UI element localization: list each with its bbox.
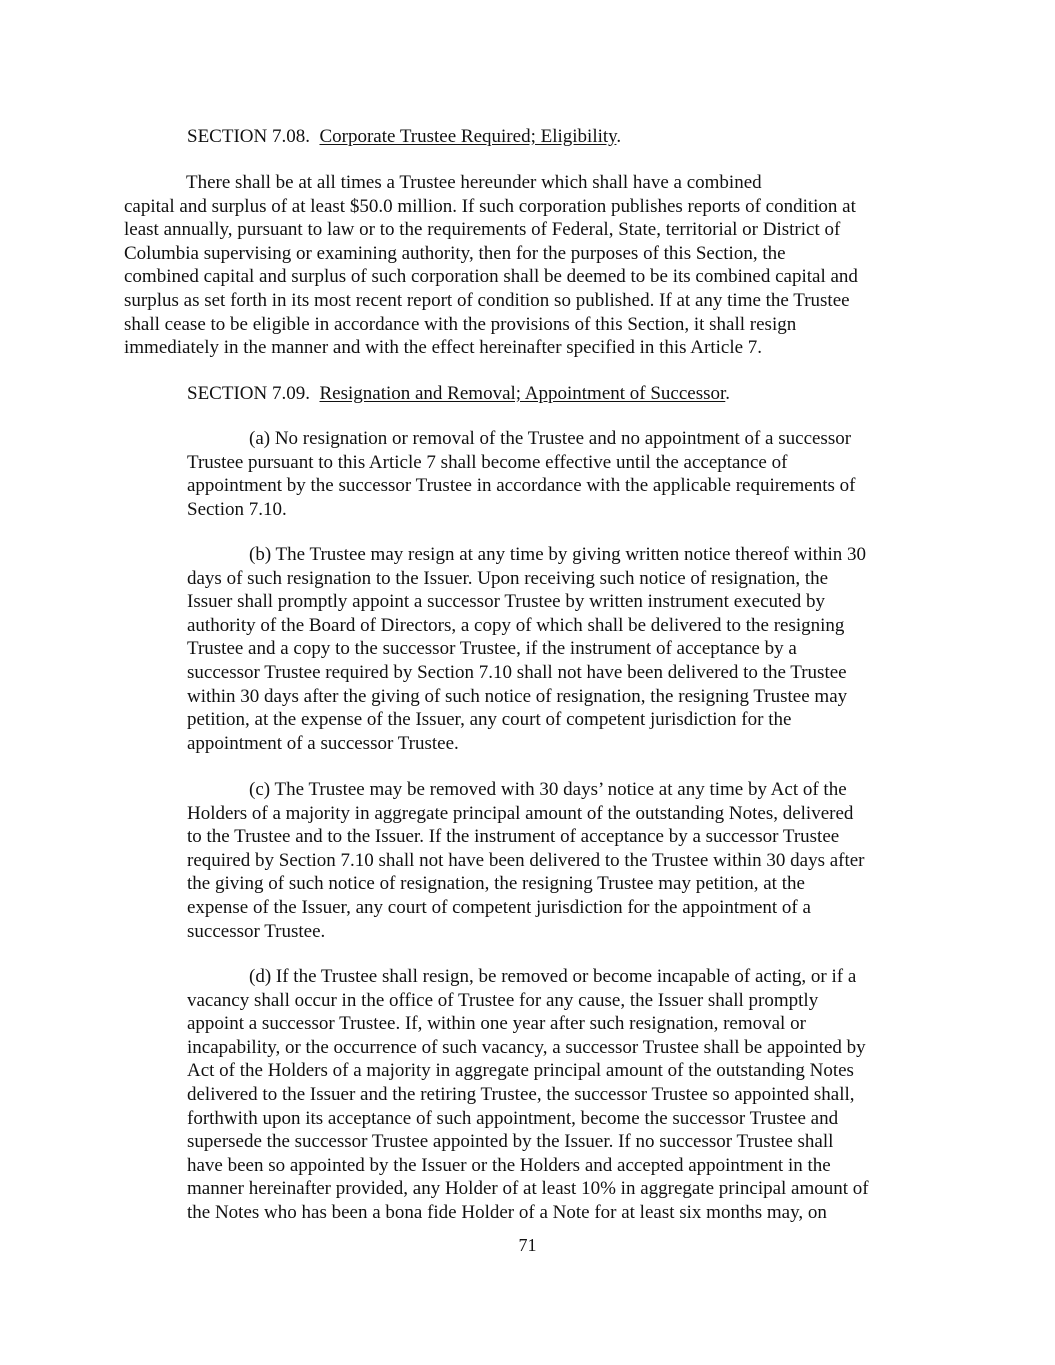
paragraph-line: There shall be at all times a Trustee hereunder which shall have a combined — [186, 172, 762, 193]
paragraph-line: (d) If the Trustee shall resign, be removed or become incapable of acting, or if a — [249, 966, 857, 987]
paragraph-line: shall cease to be eligible in accordance with the provisions of this Section, it shall resign — [124, 313, 797, 335]
section-7-08-paragraph — [124, 171, 924, 360]
paragraph-line: surplus as set forth in its most recent report of condition so published. If at any time the Trustee — [124, 289, 850, 311]
section-7-09-paragraph-c — [187, 778, 927, 943]
paragraph-line: petition, at the expense of the Issuer, any court of competent jurisdiction for the — [187, 709, 792, 731]
paragraph-line: least annually, pursuant to law or to the requirements of Federal, State, territorial or District of — [124, 219, 841, 241]
paragraph-line: manner hereinafter provided, any Holder of at least 10% in aggregate principal amount of — [187, 1178, 869, 1200]
section-7-08-title: Corporate Trustee Required; Eligibility — [319, 126, 617, 147]
paragraph-line: Act of the Holders of a majority in aggregate principal amount of the outstanding Notes — [187, 1060, 854, 1082]
section-7-09-paragraph-d — [187, 965, 932, 1225]
paragraph-line: authority of the Board of Directors, a copy of which shall be delivered to the resigning — [187, 614, 845, 636]
paragraph-line: Columbia supervising or examining authority, then for the purposes of this Section, the — [124, 242, 786, 264]
section-7-09-paragraph-b — [187, 543, 927, 755]
paragraph-line: combined capital and surplus of such corporation shall be deemed to be its combined capital and — [124, 266, 858, 288]
page-number: 71 — [518, 1235, 537, 1255]
section-7-09-title: Resignation and Removal; Appointment of Successor — [319, 383, 726, 404]
section-7-09-paragraph-a — [187, 427, 927, 521]
paragraph-line: days of such resignation to the Issuer. Upon receiving such notice of resignation, the — [187, 567, 829, 589]
section-7-09-title-period: . — [725, 383, 731, 404]
section-7-09-number: SECTION 7.09. — [187, 383, 310, 404]
paragraph-line: (b) The Trustee may resign at any time by giving written notice thereof within 30 — [249, 544, 867, 565]
paragraph-line: appointment by the successor Trustee in accordance with the applicable requirements of — [187, 475, 856, 497]
paragraph-line: the Notes who has been a bona fide Holder of a Note for at least six months may, on — [187, 1201, 827, 1223]
paragraph-line: forthwith upon its acceptance of such appointment, become the successor Trustee and — [187, 1107, 839, 1129]
paragraph-line: successor Trustee required by Section 7.10 shall not have been delivered to the Trustee — [187, 661, 847, 683]
paragraph-line: required by Section 7.10 shall not have been delivered to the Trustee within 30 days after — [187, 849, 865, 871]
paragraph-line: (a) No resignation or removal of the Trustee and no appointment of a successor — [249, 428, 852, 449]
paragraph-line: within 30 days after the giving of such notice of resignation, the resigning Trustee may — [187, 685, 848, 707]
paragraph-line: incapability, or the occurrence of such vacancy, a successor Trustee shall be appointed by — [187, 1036, 866, 1058]
paragraph-line: Holders of a majority in aggregate principal amount of the outstanding Notes, delivered — [187, 802, 854, 824]
paragraph-line: Section 7.10. — [187, 498, 287, 520]
paragraph-line: appointment of a successor Trustee. — [187, 732, 459, 754]
paragraph-line: immediately in the manner and with the effect hereinafter specified in this Article 7. — [124, 337, 763, 359]
paragraph-line: capital and surplus of at least $50.0 million. If such corporation publishes reports of condition at — [124, 195, 856, 217]
paragraph-line: delivered to the Issuer and the retiring Trustee, the successor Trustee so appointed shall, — [187, 1083, 855, 1105]
section-7-08-heading — [187, 125, 621, 149]
paragraph-line: to the Trustee and to the Issuer. If the instrument of acceptance by a successor Trustee — [187, 826, 840, 848]
paragraph-line: have been so appointed by the Issuer or the Holders and accepted appointment in the — [187, 1154, 831, 1176]
paragraph-line: expense of the Issuer, any court of competent jurisdiction for the appointment of a — [187, 896, 811, 918]
paragraph-line: supersede the successor Trustee appointed by the Issuer. If no successor Trustee shall — [187, 1131, 834, 1153]
paragraph-line: Issuer shall promptly appoint a successor Trustee by written instrument executed by — [187, 591, 825, 613]
section-7-08-title-period: . — [616, 126, 622, 147]
section-7-09-heading — [187, 382, 730, 406]
paragraph-line: vacancy shall occur in the office of Trustee for any cause, the Issuer shall promptly — [187, 989, 819, 1011]
paragraph-line: Trustee and a copy to the successor Trustee, if the instrument of acceptance by a — [187, 638, 797, 660]
paragraph-line: appoint a successor Trustee. If, within one year after such resignation, removal or — [187, 1013, 806, 1035]
paragraph-line: Trustee pursuant to this Article 7 shall become effective until the acceptance of — [187, 451, 788, 473]
section-7-08-number: SECTION 7.08. — [187, 126, 310, 147]
paragraph-line: the giving of such notice of resignation, the resigning Trustee may petition, at the — [187, 873, 805, 895]
paragraph-line: (c) The Trustee may be removed with 30 days’ notice at any time by Act of the — [249, 779, 847, 800]
paragraph-line: successor Trustee. — [187, 920, 326, 942]
